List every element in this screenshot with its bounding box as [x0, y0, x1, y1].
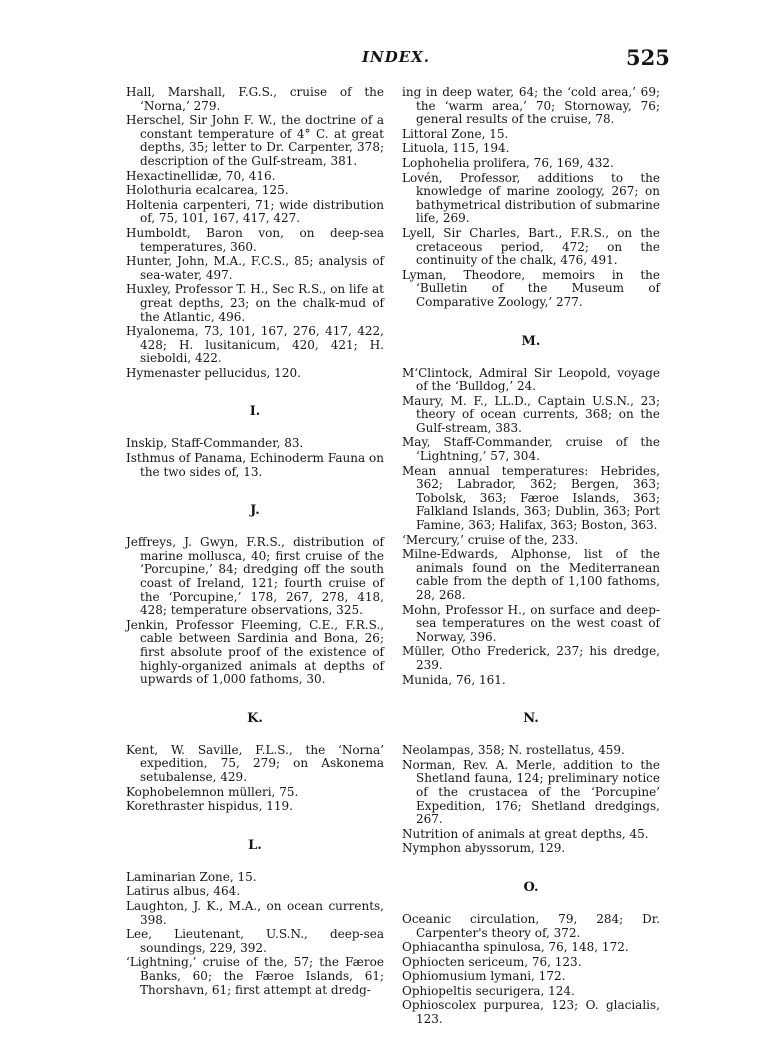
- index-entry: Neolampas, 358; N. rostellatus, 459.: [402, 743, 625, 758]
- index-entry: Hexactinellidæ, 70, 416.: [126, 168, 276, 183]
- index-entry: Lituola, 115, 194.: [402, 141, 510, 156]
- index-entry: Humboldt, Baron von, on deep-sea temperatures, 360.: [126, 225, 384, 254]
- left-column: [126, 86, 384, 998]
- index-entry: Herschel, Sir John F. W., the doctrine of a constant temperature of 4° C. at great depths, 35; letter to Dr. Carpenter, 378; description of the Gulf-stream, 381.: [126, 113, 384, 168]
- index-entry: Milne-Edwards, Alphonse, list of the animals found on the Mediterranean cable from the depth of 1,100 fathoms, 28, 268.: [402, 547, 660, 602]
- index-entry: ing in deep water, 64; the ‘cold area,’ 69; the ‘warm area,’ 70; Stornoway, 76; general results of the cruise, 78.: [402, 85, 660, 127]
- index-entry: Jeffreys, J. Gwyn, F.R.S., distribution of marine mollusca, 40; first cruise of the ‘Porcupine,’ 84; dredging off the south coast of Ireland, 121; fourth cruise of the ‘Porcupine,’ 178, 267, 278, 418, 428; temperature observations, 325.: [126, 535, 384, 618]
- index-entry: ‘Mercury,’ cruise of the, 233.: [402, 532, 579, 547]
- index-entry: Lyell, Sir Charles, Bart., F.R.S., on the cretaceous period, 472; on the continuity of the chalk, 476, 491.: [402, 225, 660, 268]
- index-section-m: [402, 367, 660, 688]
- index-section-j: [126, 536, 384, 687]
- section-letter-j: J.: [250, 503, 260, 519]
- section-letter-k: K.: [247, 710, 263, 726]
- index-entry: Hymenaster pellucidus, 120.: [126, 365, 301, 380]
- index-entry: Lee, Lieutenant, U.S.N., deep-sea soundings, 229, 392.: [126, 927, 384, 955]
- right-column: [402, 86, 660, 1028]
- index-entry: Korethraster hispidus, 119.: [126, 799, 293, 814]
- index-entry: Nutrition of animals at great depths, 45.: [402, 826, 649, 841]
- index-section-h: [126, 86, 384, 380]
- index-entry: Lyman, Theodore, memoirs in the ‘Bulletin of the Museum of Comparative Zoology,’ 277.: [402, 267, 660, 309]
- index-entry: Ophiocten sericeum, 76, 123.: [402, 954, 582, 969]
- index-section-n: [402, 744, 660, 856]
- index-section-o: [402, 913, 660, 1027]
- index-section-i: [126, 437, 384, 479]
- index-section-k: [126, 744, 384, 814]
- index-entry: Laughton, J. K., M.A., on ocean currents, 398.: [126, 898, 384, 927]
- index-entry: Ophiopeltis securigera, 124.: [402, 983, 575, 998]
- index-entry: Hall, Marshall, F.G.S., cruise of the ‘Norna,’ 279.: [126, 85, 384, 113]
- section-letter-o: O.: [523, 879, 539, 895]
- index-entry: Holtenia carpenteri, 71; wide distribution of, 75, 101, 167, 417, 427.: [126, 197, 384, 226]
- index-entry: Ophioscolex purpurea, 123; O. glacialis, 123.: [402, 998, 660, 1027]
- index-entry: Müller, Otho Frederick, 237; his dredge, 239.: [402, 644, 660, 672]
- index-entry: May, Staff-Commander, cruise of the ‘Lightning,’ 57, 304.: [402, 435, 660, 464]
- index-section-l: [126, 871, 384, 997]
- section-letter-l: L.: [248, 837, 262, 853]
- index-entry: Hunter, John, M.A., F.C.S., 85; analysis of sea-water, 497.: [126, 254, 384, 282]
- page-number: 525: [626, 45, 670, 70]
- running-title: INDEX.: [362, 48, 431, 66]
- index-entry: Mean annual temperatures: Hebrides, 362; Labrador, 362; Bergen, 363; Tobolsk, 363; Færoe Islands, 363; Falkland Islands, 363; Dublin, 363; Port Famine, 363; Halifax, 363; Boston, 363.: [402, 463, 660, 533]
- index-section-l-continued: [402, 86, 660, 310]
- index-entry: Latirus albus, 464.: [126, 884, 241, 899]
- index-entry: Inskip, Staff-Commander, 83.: [126, 436, 304, 451]
- index-entry: Lophohelia prolifera, 76, 169, 432.: [402, 155, 614, 170]
- section-letter-i: I.: [249, 404, 261, 420]
- index-entry: Norman, Rev. A. Merle, addition to the Shetland fauna, 124; preliminary notice of the crustacea of the ‘Porcupine’ Expedition, 176; Shetland dredgings, 267.: [402, 757, 660, 827]
- index-entry: M‘Clintock, Admiral Sir Leopold, voyage of the ‘Bulldog,’ 24.: [402, 365, 660, 394]
- index-entry: Hyalonema, 73, 101, 167, 276, 417, 422, 428; H. lusitanicum, 420, 421; H. sieboldi, 422.: [126, 324, 384, 366]
- index-entry: Holothuria ecalcarea, 125.: [126, 183, 289, 198]
- index-entry: Huxley, Professor T. H., Sec R.S., on life at great depths, 23; on the chalk-mud of the Atlantic, 496.: [126, 282, 384, 324]
- section-letter-n: N.: [523, 711, 539, 727]
- index-entry: Kent, W. Saville, F.L.S., the ‘Norna’ expedition, 75, 279; on Askonema setubalense, 429.: [126, 742, 384, 784]
- index-entry: Littoral Zone, 15.: [402, 126, 509, 141]
- index-entry: Munida, 76, 161.: [402, 672, 506, 687]
- index-entry: Oceanic circulation, 79, 284; Dr. Carpenter's theory of, 372.: [402, 911, 660, 940]
- index-entry: ‘Lightning,’ cruise of the, 57; the Færoe Banks, 60; the Færoe Islands, 61; Thorshavn, 61; first attempt at dredg-: [126, 955, 384, 997]
- section-letter-m: M.: [521, 333, 541, 349]
- index-entry: Lovén, Professor, additions to the knowledge of marine zoology, 267; on bathymetrical distribution of submarine life, 269.: [402, 170, 660, 226]
- index-entry: Ophiacantha spinulosa, 76, 148, 172.: [402, 940, 629, 955]
- index-entry: Jenkin, Professor Fleeming, C.E., F.R.S., cable between Sardinia and Bona, 26; first absolute proof of the existence of highly-organized animals at depths of upwards of 1,000 fathoms, 30.: [126, 617, 384, 687]
- index-entry: Nymphon abyssorum, 129.: [402, 841, 566, 856]
- index-entry: Maury, M. F., LL.D., Captain U.S.N., 23; theory of ocean currents, 368; on the Gulf-stream, 383.: [402, 393, 660, 435]
- index-entry: Isthmus of Panama, Echinoderm Fauna on the two sides of, 13.: [126, 451, 384, 479]
- index-entry: Ophiomusium lymani, 172.: [402, 969, 566, 984]
- index-entry: Kophobelemnon mülleri, 75.: [126, 784, 299, 799]
- index-entry: Laminarian Zone, 15.: [126, 869, 257, 884]
- index-entry: Mohn, Professor H., on surface and deep-sea temperatures on the west coast of Norway, 396.: [402, 602, 660, 644]
